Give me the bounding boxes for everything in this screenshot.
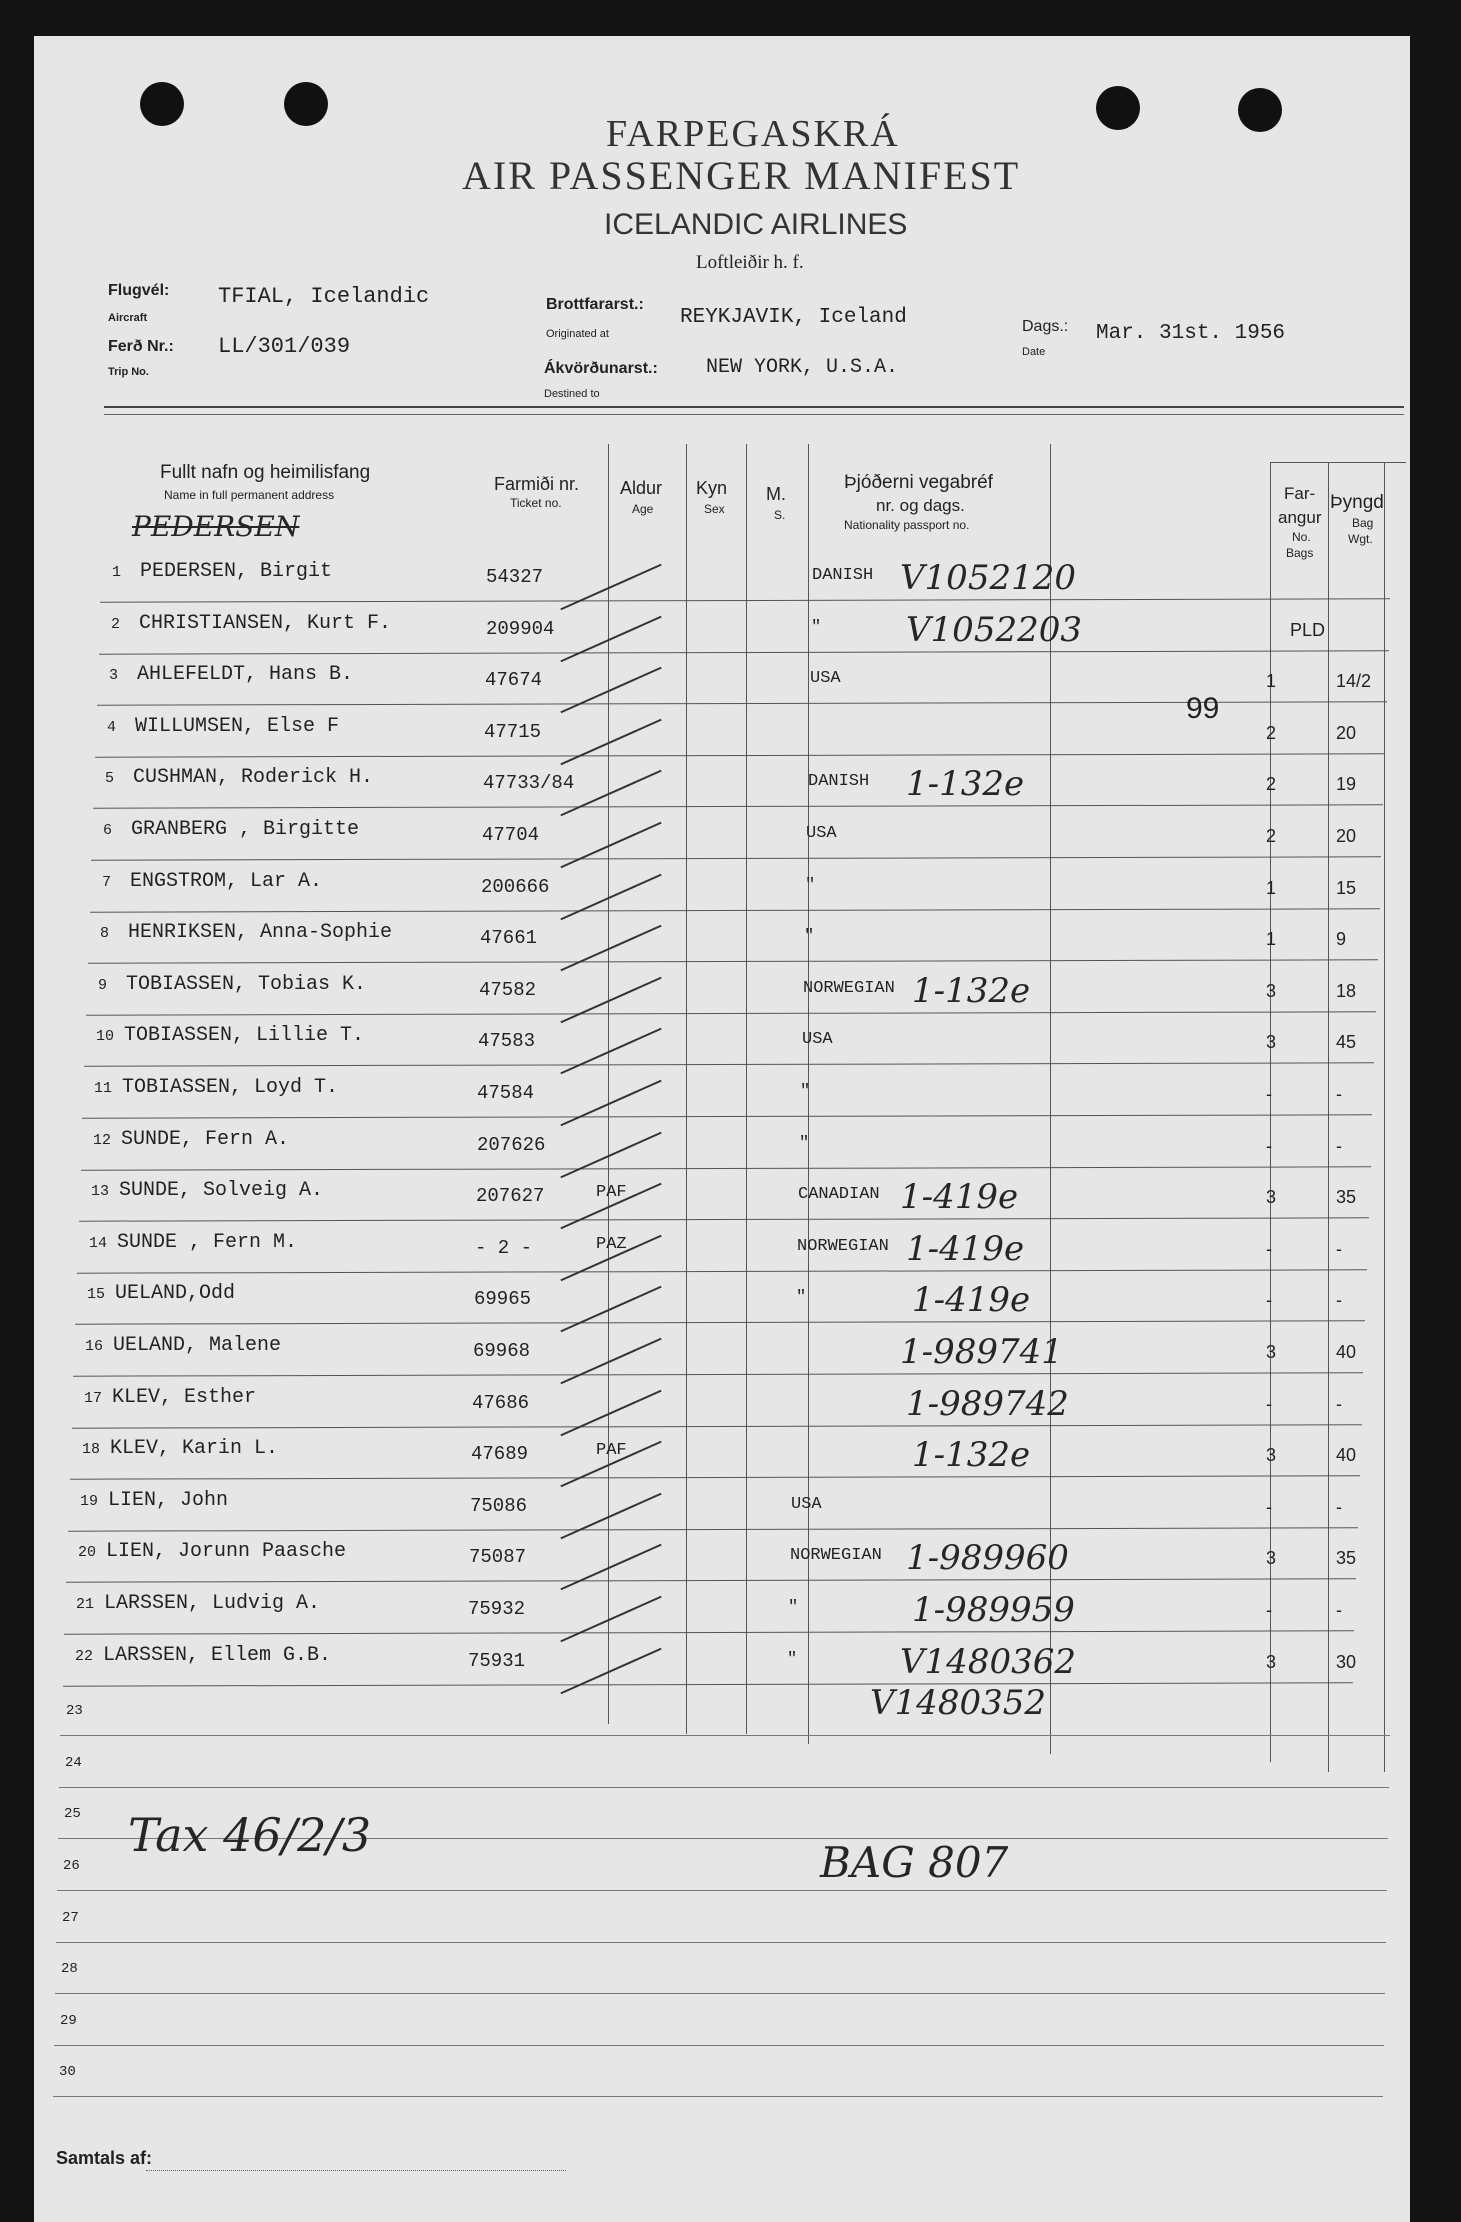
form-title-icelandic: FARPEGASKRÁ <box>606 113 900 155</box>
col-weight-header-en-2: Wgt. <box>1348 532 1373 546</box>
col-age-header: Aldur <box>620 478 663 498</box>
row-number: 19 <box>80 1493 99 1510</box>
row-number: 27 <box>62 1910 79 1926</box>
passenger-name: UELAND,Odd <box>115 1282 236 1305</box>
passenger-name: LARSSEN, Ellem G.B. <box>103 1644 332 1667</box>
col-ticket-header-en: Ticket no. <box>510 496 562 510</box>
bag-count: 3 <box>1266 1548 1277 1568</box>
grid-line <box>1384 462 1385 1772</box>
nationality: NORWEGIAN <box>803 979 895 998</box>
row-number: 14 <box>89 1235 108 1252</box>
ticket-number: 200666 <box>481 876 550 898</box>
row-line <box>55 1993 1385 1994</box>
passenger-name: UELAND, Malene <box>113 1334 282 1357</box>
trip-value: LL/301/039 <box>218 334 351 359</box>
passenger-name: WILLUMSEN, Else F <box>135 715 340 738</box>
bag-weight: 45 <box>1336 1032 1357 1052</box>
age-value: PAF <box>596 1441 627 1460</box>
bag-count: 2 <box>1266 774 1277 794</box>
ticket-number: 47661 <box>480 927 538 949</box>
ticket-number: 47674 <box>485 669 543 691</box>
col-passport-header-en: Nationality passport no. <box>844 518 970 532</box>
bag-weight: - <box>1336 1497 1342 1517</box>
nationality: " <box>787 1650 798 1669</box>
nationality: " <box>811 618 822 637</box>
row-number: 20 <box>78 1544 97 1561</box>
row-line <box>53 2096 1383 2097</box>
row-line <box>57 1890 1387 1891</box>
passenger-name: TOBIASSEN, Lillie T. <box>124 1024 365 1047</box>
row-number: 6 <box>103 822 113 839</box>
col-passport-header-2: nr. og dags. <box>876 496 965 515</box>
nationality: NORWEGIAN <box>797 1237 889 1256</box>
row-number: 3 <box>109 667 119 684</box>
passport-number: V1480352 <box>870 1683 1046 1723</box>
bag-weight: 35 <box>1336 1548 1357 1568</box>
passenger-name: SUNDE, Solveig A. <box>119 1179 324 1202</box>
bag-weight: - <box>1336 1084 1342 1104</box>
row-number: 4 <box>107 719 117 736</box>
passport-number: 1-419e <box>912 1280 1031 1320</box>
form-title: AIR PASSENGER MANIFEST <box>462 153 1021 198</box>
row-number: 16 <box>85 1338 104 1355</box>
bag-weight: - <box>1336 1600 1342 1620</box>
row-number: 10 <box>96 1028 115 1045</box>
grid-line <box>746 444 747 1734</box>
bag-weight: 18 <box>1336 981 1357 1001</box>
nationality: " <box>796 1288 807 1307</box>
handwritten-tax-note: Tax 46/2/3 <box>128 1808 372 1862</box>
row-number: 29 <box>60 2013 77 2029</box>
nationality: DANISH <box>808 772 870 791</box>
bag-weight: 20 <box>1336 723 1357 743</box>
bag-count: - <box>1266 1394 1272 1414</box>
col-ticket-header: Farmiði nr. <box>494 474 580 494</box>
name-correction-note: PEDERSEN <box>132 510 300 543</box>
row-number: 26 <box>63 1858 80 1874</box>
airline-name: ICELANDIC AIRLINES <box>604 208 908 241</box>
date-label: Dags.: <box>1022 318 1069 335</box>
ticket-number: 69968 <box>473 1340 531 1362</box>
row-line <box>60 1735 1390 1736</box>
nationality: " <box>800 1082 811 1101</box>
col-name-header: Fullt nafn og heimilisfang <box>160 462 371 483</box>
passenger-name: SUNDE, Fern A. <box>121 1128 290 1151</box>
bag-weight: 19 <box>1336 774 1357 794</box>
row-number: 23 <box>66 1703 83 1719</box>
row-number: 30 <box>59 2064 76 2080</box>
nationality: USA <box>791 1495 822 1514</box>
bag-count: PLD <box>1290 620 1326 640</box>
row-line <box>56 1942 1386 1943</box>
row-line <box>54 2045 1384 2046</box>
col-bags-header-2: angur <box>1278 508 1322 527</box>
passenger-name: CHRISTIANSEN, Kurt F. <box>139 612 392 635</box>
destination-value: NEW YORK, U.S.A. <box>706 356 899 379</box>
passenger-name: ENGSTROM, Lar A. <box>130 870 323 893</box>
row-number: 21 <box>76 1596 95 1613</box>
bag-count: 2 <box>1266 826 1277 846</box>
bag-weight: 30 <box>1336 1652 1357 1672</box>
nationality: " <box>805 876 816 895</box>
aircraft-label: Flugvél: <box>108 282 170 299</box>
nationality: " <box>804 927 815 946</box>
ticket-number: 207627 <box>476 1185 545 1207</box>
age-value: PAF <box>596 1183 627 1202</box>
row-number: 28 <box>61 1961 78 1977</box>
header-divider <box>104 414 1404 415</box>
destination-label: Ákvörðunarst.: <box>544 360 658 377</box>
row-number: 9 <box>98 977 108 994</box>
row-number: 8 <box>100 925 110 942</box>
passport-number: 1-989960 <box>906 1538 1069 1578</box>
col-weight-header-en: Bag <box>1352 516 1374 530</box>
row-number: 24 <box>65 1755 82 1771</box>
bag-count: 3 <box>1266 1342 1277 1362</box>
passport-number: V1052120 <box>900 558 1076 598</box>
ticket-number: 75087 <box>469 1546 527 1568</box>
bag-count: - <box>1266 1084 1272 1104</box>
handwritten-baggage-note: BAG 807 <box>820 1838 1009 1887</box>
nationality: USA <box>810 669 841 688</box>
bag-count: 3 <box>1266 1187 1277 1207</box>
passenger-name: HENRIKSEN, Anna-Sophie <box>128 921 393 944</box>
bag-count: 3 <box>1266 981 1277 1001</box>
ticket-number: 47583 <box>478 1030 536 1052</box>
row-number: 22 <box>75 1648 94 1665</box>
row-number: 7 <box>102 874 112 891</box>
bag-weight: 40 <box>1336 1445 1357 1465</box>
footer-total-label: Samtals af: <box>56 2148 153 2168</box>
col-bags-header-en-2: Bags <box>1286 546 1314 560</box>
origin-value: REYKJAVIK, Iceland <box>680 306 907 329</box>
col-age-header-en: Age <box>632 502 654 516</box>
passenger-name: KLEV, Esther <box>112 1386 257 1409</box>
nationality: " <box>799 1134 810 1153</box>
bag-count: - <box>1266 1239 1272 1259</box>
ticket-number: 47733/84 <box>483 772 575 794</box>
nationality: CANADIAN <box>798 1185 880 1204</box>
origin-label: Brottfararst.: <box>546 296 644 313</box>
origin-label-en: Originated at <box>546 328 609 340</box>
nationality: " <box>788 1598 799 1617</box>
col-sex-header-en: Sex <box>704 502 725 516</box>
passport-number: 1-989742 <box>906 1384 1069 1424</box>
page-number: 99 <box>1186 692 1220 725</box>
row-number: 15 <box>87 1286 106 1303</box>
punch-hole <box>284 82 328 126</box>
row-number: 17 <box>84 1390 103 1407</box>
bag-weight: - <box>1336 1394 1342 1414</box>
bag-count: 1 <box>1266 878 1277 898</box>
bag-weight: - <box>1336 1239 1342 1259</box>
ticket-number: 47689 <box>471 1443 529 1465</box>
bag-weight: 15 <box>1336 878 1357 898</box>
passport-number: 1-132e <box>912 971 1031 1011</box>
date-value: Mar. 31st. 1956 <box>1096 322 1286 345</box>
grid-line <box>1270 462 1406 463</box>
row-number: 18 <box>82 1441 101 1458</box>
grid-line <box>608 444 609 1724</box>
punch-hole <box>1096 86 1140 130</box>
passenger-name: GRANBERG , Birgitte <box>131 818 360 841</box>
date-label-en: Date <box>1022 346 1046 358</box>
aircraft-value: TFIAL, Icelandic <box>218 284 430 309</box>
ticket-number: 75086 <box>470 1495 528 1517</box>
nationality: USA <box>806 824 837 843</box>
ticket-number: 75931 <box>468 1650 526 1672</box>
company-name: Loftleiðir h. f. <box>696 252 804 273</box>
passenger-name: CUSHMAN, Roderick H. <box>133 766 374 789</box>
punch-hole <box>140 82 184 126</box>
col-weight-header: Þyngd <box>1330 492 1384 513</box>
grid-line <box>1328 462 1329 1772</box>
nationality: DANISH <box>812 566 874 585</box>
bag-weight: - <box>1336 1136 1342 1156</box>
row-number: 13 <box>91 1183 110 1200</box>
bag-count: 1 <box>1266 671 1277 691</box>
bag-weight: 14/2 <box>1336 671 1372 691</box>
passenger-name: LARSSEN, Ludvig A. <box>104 1592 321 1615</box>
passport-number: V1480362 <box>900 1642 1076 1682</box>
passport-number: V1052203 <box>906 610 1082 650</box>
ticket-number: 209904 <box>486 618 555 640</box>
passenger-name: LIEN, Jorunn Paasche <box>106 1540 347 1563</box>
bag-count: 1 <box>1266 929 1277 949</box>
bag-count: 3 <box>1266 1652 1277 1672</box>
passport-number: 1-419e <box>906 1229 1025 1269</box>
row-number: 25 <box>64 1806 81 1822</box>
bag-count: - <box>1266 1290 1272 1310</box>
nationality: USA <box>802 1030 833 1049</box>
trip-label: Ferð Nr.: <box>108 338 174 355</box>
passport-number: 1-132e <box>906 764 1025 804</box>
ticket-number: 54327 <box>486 566 544 588</box>
trip-label-en: Trip No. <box>108 366 149 378</box>
bag-weight: 9 <box>1336 929 1347 949</box>
bag-count: 2 <box>1266 723 1277 743</box>
destination-label-en: Destined to <box>544 388 600 400</box>
ticket-number: 207626 <box>477 1134 546 1156</box>
ticket-number: 69965 <box>474 1288 532 1310</box>
passenger-name: TOBIASSEN, Tobias K. <box>126 973 367 996</box>
nationality: NORWEGIAN <box>790 1546 882 1565</box>
passport-number: 1-989741 <box>900 1332 1063 1372</box>
bag-count: - <box>1266 1497 1272 1517</box>
bag-weight: 40 <box>1336 1342 1357 1362</box>
aircraft-label-en: Aircraft <box>108 312 148 324</box>
ticket-number: 47704 <box>482 824 540 846</box>
bag-count: - <box>1266 1136 1272 1156</box>
row-number: 5 <box>105 770 115 787</box>
ticket-number: 47715 <box>484 721 542 743</box>
ticket-number: 47686 <box>472 1392 530 1414</box>
header-divider <box>104 406 1404 408</box>
col-ms-header: M. <box>766 484 786 504</box>
col-bags-header: Far- <box>1284 484 1316 503</box>
passenger-name: AHLEFELDT, Hans B. <box>137 663 354 686</box>
bag-count: 3 <box>1266 1445 1277 1465</box>
passenger-name: PEDERSEN, Birgit <box>140 560 333 583</box>
passenger-name: TOBIASSEN, Loyd T. <box>122 1076 339 1099</box>
grid-line <box>686 444 687 1734</box>
footer-line <box>146 2170 566 2172</box>
passport-number: 1-132e <box>912 1435 1031 1475</box>
ticket-number: 47584 <box>477 1082 535 1104</box>
col-sex-header: Kyn <box>696 478 728 498</box>
col-passport-header: Þjóðerni vegabréf <box>844 472 993 493</box>
bag-weight: 20 <box>1336 826 1357 846</box>
passenger-name: SUNDE , Fern M. <box>117 1231 298 1254</box>
passport-number: 1-419e <box>900 1177 1019 1217</box>
ticket-number: - 2 - <box>475 1237 533 1259</box>
ticket-number: 47582 <box>479 979 537 1001</box>
bag-count: 3 <box>1266 1032 1277 1052</box>
passenger-name: KLEV, Karin L. <box>110 1437 279 1460</box>
col-bags-header-en: No. <box>1292 530 1311 544</box>
row-number: 1 <box>112 564 122 581</box>
bag-weight: 35 <box>1336 1187 1357 1207</box>
ticket-number: 75932 <box>468 1598 526 1620</box>
row-number: 12 <box>93 1132 112 1149</box>
passenger-name: LIEN, John <box>108 1489 229 1512</box>
age-value: PAZ <box>596 1235 627 1254</box>
col-ms-header-en: S. <box>774 508 786 522</box>
row-number: 2 <box>111 616 121 633</box>
passport-number: 1-989959 <box>912 1590 1075 1630</box>
bag-weight: - <box>1336 1290 1342 1310</box>
col-name-header-en: Name in full permanent address <box>164 488 335 502</box>
punch-hole <box>1238 88 1282 132</box>
bag-count: - <box>1266 1600 1272 1620</box>
row-number: 11 <box>94 1080 113 1097</box>
row-line <box>59 1787 1389 1788</box>
